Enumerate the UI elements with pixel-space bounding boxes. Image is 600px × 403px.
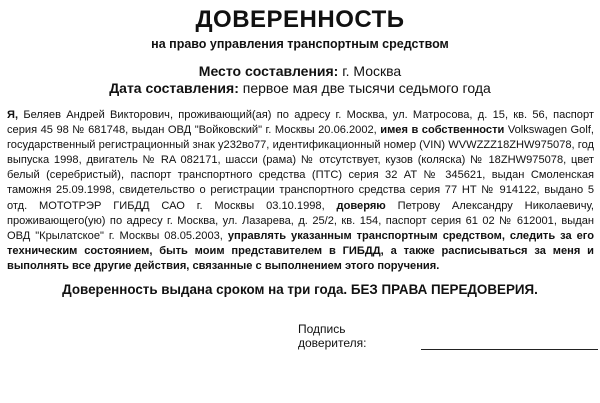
closing-statement: Доверенность выдана сроком на три года. БЕЗ ПРАВА ПЕРЕДОВЕРИЯ. xyxy=(62,282,538,297)
date-value: первое мая две тысячи седьмого года xyxy=(242,80,491,96)
signature-label: Подпись доверителя: xyxy=(298,322,367,350)
date-label: Дата составления: xyxy=(109,80,239,96)
document-subtitle: на право управления транспортным средством xyxy=(151,37,449,51)
body-text-bold: доверяю xyxy=(336,199,386,212)
place-value: г. Москва xyxy=(342,63,402,79)
signature-block xyxy=(298,322,598,350)
body-text: Петрову Александру Николаевичу, проживающего(ую) по адресу г. Москва, ул. Лазарева, д. 25/2, кв. 154, паспорт серия 61 02 № 612001, выдан ОВД "Крылатское" г. Москвы 08.05.2003, xyxy=(7,199,594,242)
document-title: ДОВЕРЕННОСТЬ xyxy=(195,6,405,33)
signature-line[interactable] xyxy=(421,337,598,350)
body-text: Volkswagen Golf, государственный регистрационный знак у232во77, идентификационный номер (VIN) WVWZZZ18ZHW975078, год выпуска 1998, двигатель № RA 082171, шасси (рама) № отсутствует, кузов (коляска) № 18ZHW975078, цвет белый (серебристый), паспорт транспортного средства (ПТС) серия 32 АТ № 345621, выдан Смоленская таможня 25.09.1998, свидетельство о регистрации транспортного средства серия 77 НТ № 914122, выдано 5 отд. МОТОТРЭР ГИБДД САО г. Москвы 03.10.1998, xyxy=(7,124,594,212)
place-label: Место составления: xyxy=(198,63,339,79)
date-line xyxy=(0,80,600,96)
body-paragraph xyxy=(7,108,594,274)
body-text-bold: управлять указанным транспортным средством, следить за его техническим состоянием, быть моим представителем в ГИБДД, а также расписываться за меня и выполнять все другие действия, связанные с выполнением этого поручения. xyxy=(7,229,594,272)
body-text-bold: Я, xyxy=(7,109,19,121)
body-text-bold: имея в собственности xyxy=(380,124,505,137)
place-line xyxy=(0,63,600,79)
body-text: Беляев Андрей Викторович, проживающий(ая) по адресу г. Москва, ул. Матросова, д. 15, кв. 56, паспорт серия 45 98 № 681748, выдан ОВД "Войковский" г. Москвы 20.06.2002, xyxy=(7,109,594,137)
